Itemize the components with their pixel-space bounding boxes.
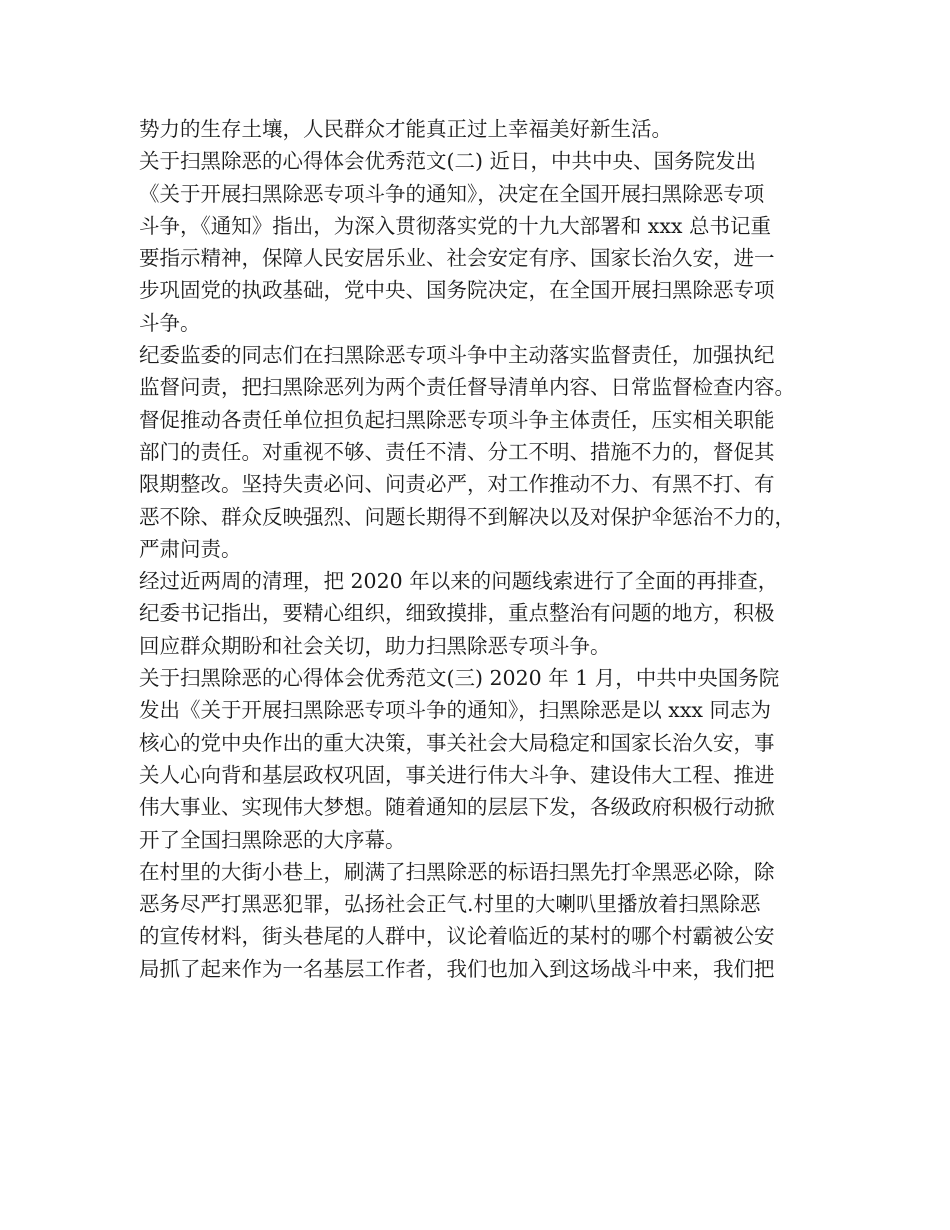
text-line: 在村里的大街小巷上，刷满了扫黑除恶的标语扫黑先打伞黑恶必除，除 (139, 859, 775, 884)
text-line: 伟大事业、实现伟大梦想。随着通知的层层下发，各级政府积极行动掀 (139, 795, 775, 820)
text-line: 《关于开展扫黑除恶专项斗争的通知》，决定在全国开展扫黑除恶专项 (139, 181, 765, 206)
text-line: 经过近两周的清理，把 2020 年以来的问题线索进行了全面的再排查， (139, 569, 779, 594)
text-line: 部门的责任。对重视不够、责任不清、分工不明、措施不力的，督促其 (139, 439, 775, 464)
text-line: 关于扫黑除恶的心得体会优秀范文(二) 近日，中共中央、国务院发出 (139, 149, 757, 174)
text-line: 严肃问责。 (139, 536, 242, 561)
text-line: 斗争，《通知》指出，为深入贯彻落实党的十九大部署和 xxx 总书记重 (139, 213, 771, 238)
text-line: 要指示精神，保障人民安居乐业、社会安定有序、国家长治久安，进一 (139, 246, 775, 271)
text-line: 斗争。 (139, 310, 201, 335)
text-line: 恶不除、群众反映强烈、问题长期得不到解决以及对保护伞惩治不力的， (139, 504, 795, 529)
text-line: 开了全国扫黑除恶的大序幕。 (139, 827, 406, 852)
text-line: 回应群众期盼和社会关切，助力扫黑除恶专项斗争。 (139, 633, 611, 658)
text-line: 关于扫黑除恶的心得体会优秀范文(三) 2020 年 1 月，中共中央国务院 (139, 666, 780, 691)
text-line: 势力的生存土壤，人民群众才能真正过上幸福美好新生活。 (139, 117, 672, 141)
text-line: 纪委监委的同志们在扫黑除恶专项斗争中主动落实监督责任，加强执纪 (139, 343, 775, 368)
text-line: 关人心向背和基层政权巩固，事关进行伟大斗争、建设伟大工程、推进 (139, 762, 775, 787)
text-line: 步巩固党的执政基础，党中央、国务院决定，在全国开展扫黑除恶专项 (139, 278, 775, 303)
text-line: 恶务尽严打黑恶犯罪，弘扬社会正气.村里的大喇叭里播放着扫黑除恶 (139, 892, 761, 917)
text-line: 局抓了起来作为一名基层工作者，我们也加入到这场战斗中来，我们把 (139, 956, 775, 981)
text-line: 限期整改。坚持失责必问、问责必严，对工作推动不力、有黑不打、有 (139, 472, 775, 497)
text-line: 发出《关于开展扫黑除恶专项斗争的通知》，扫黑除恶是以 xxx 同志为 (139, 698, 771, 723)
text-line: 的宣传材料，街头巷尾的人群中，议论着临近的某村的哪个村霸被公安 (139, 924, 775, 949)
text-line: 纪委书记指出，要精心组织，细致摸排，重点整治有问题的地方，积极 (139, 601, 775, 626)
text-line: 监督问责，把扫黑除恶列为两个责任督导清单内容、日常监督检查内容。 (139, 375, 795, 400)
document-body (139, 113, 829, 985)
text-line: 核心的党中央作出的重大决策，事关社会大局稳定和国家长治久安，事 (139, 730, 775, 755)
text-line: 督促推动各责任单位担负起扫黑除恶专项斗争主体责任，压实相关职能 (139, 407, 775, 432)
